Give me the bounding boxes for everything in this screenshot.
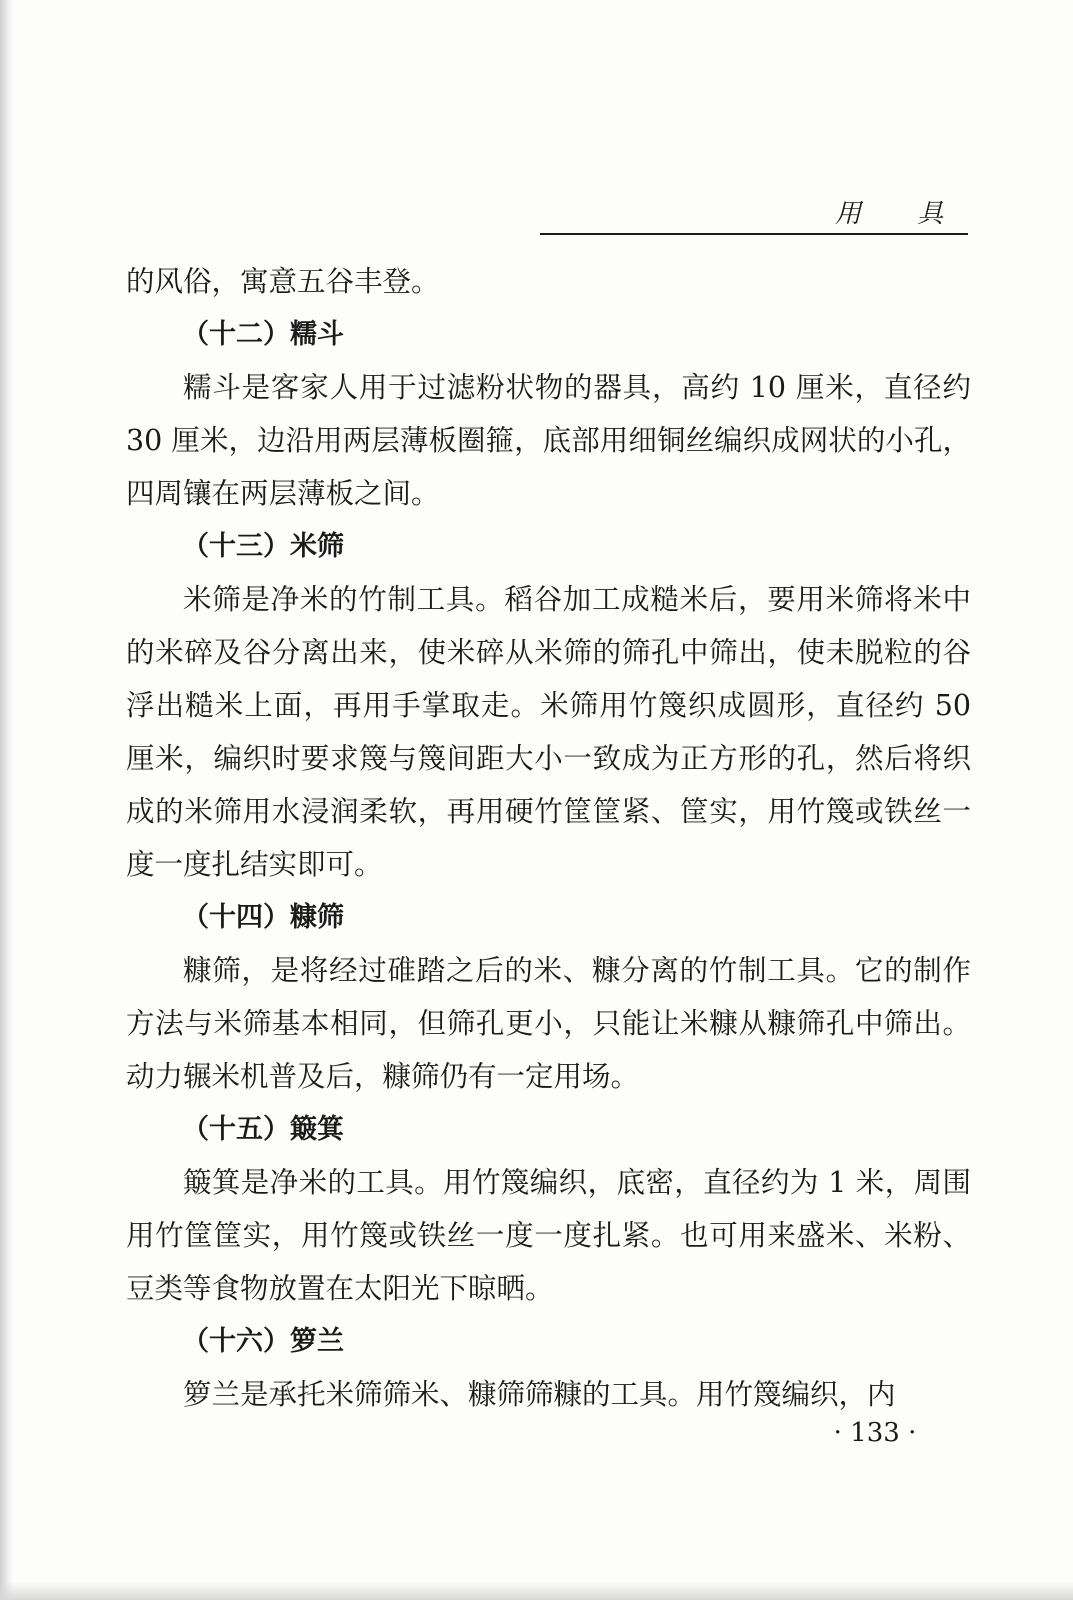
section-heading-15: （十五）簸箕: [182, 1114, 344, 1145]
section-body-15: 簸箕是净米的工具。用竹篾编织，底密，直径约为 1 米，周围用竹筐筐实，用竹篾或铁丝一度一度扎紧。也可用来盛米、米粉、豆类等食物放置在太阳光下晾晒。: [126, 1166, 971, 1305]
section-body-12: 糯斗是客家人用于过滤粉状物的器具，高约 10 厘米，直径约 30 厘米，边沿用两层薄板圈箍，底部用细铜丝编织成网状的小孔，四周镶在两层薄板之间。: [126, 371, 971, 510]
opening-paragraph: 的风俗，寓意五谷丰登。: [126, 265, 440, 298]
section-heading-12: （十二）糯斗: [182, 319, 344, 350]
section-heading-16: （十六）箩兰: [182, 1326, 344, 1357]
section-body-13: 米筛是净米的竹制工具。稻谷加工成糙米后，要用米筛将米中的米碎及谷分离出来，使米碎从米筛的筛孔中筛出，使未脱粒的谷浮出糙米上面，再用手掌取走。米筛用竹篾织成圆形，直径约 50 厘米，编织时要求篾与篾间距大小一致成为正方形的孔，然后将织成的米筛用水浸润柔软，再用硬竹筐筐紧、筐实，用竹篾或铁丝一度一度扎结实即可。: [126, 583, 971, 881]
section-heading-13: （十三）米筛: [182, 531, 344, 562]
page-binding-shadow: [0, 0, 14, 1600]
section-heading-14: （十四）糠筛: [182, 902, 344, 933]
body-text: [126, 255, 971, 1421]
header-rule: [540, 233, 968, 235]
running-head: 用 具: [835, 199, 968, 229]
page-number: · 133 ·: [833, 1418, 917, 1448]
section-body-14: 糠筛，是将经过碓踏之后的米、糠分离的竹制工具。它的制作方法与米筛基本相同，但筛孔更小，只能让米糠从糠筛孔中筛出。动力辗米机普及后，糠筛仍有一定用场。: [126, 954, 971, 1093]
page-bottom-shadow: [0, 1582, 1073, 1600]
section-body-16: 箩兰是承托米筛筛米、糠筛筛糠的工具。用竹篾编织，内: [183, 1378, 896, 1411]
